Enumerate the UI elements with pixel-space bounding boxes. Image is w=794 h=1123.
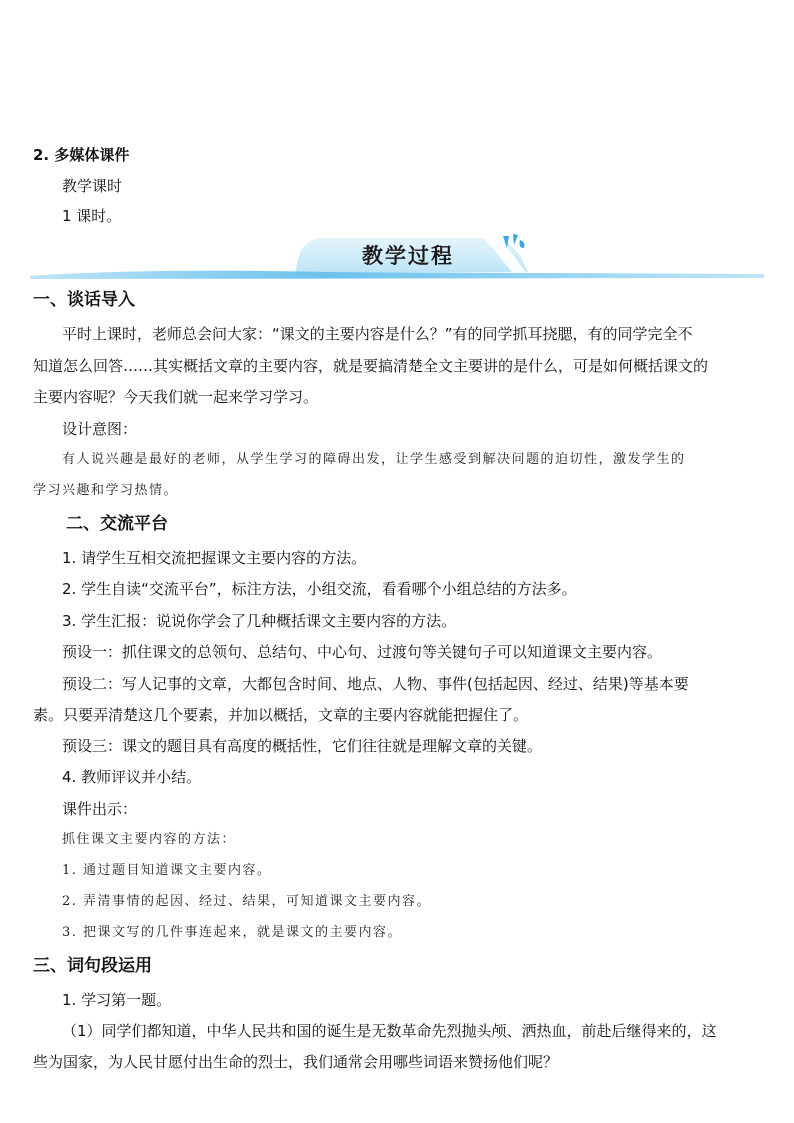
part1-para-line: 主要内容呢？今天我们就一起来学习学习。: [33, 388, 319, 406]
slide-line: 1. 通过题目知道课文主要内容。: [62, 863, 272, 878]
part3-para-line: （1）同学们都知道，中华人民共和国的诞生是无数革命先烈抛头颅、洒热血，前赴后继得来的，这: [62, 1022, 717, 1040]
part2-item: 预设一：抓住课文的总领句、总结句、中心句、过渡句等关键句子可以知道课文主要内容。: [62, 643, 663, 661]
part2-item: 1. 请学生互相交流把握课文主要内容的方法。: [62, 549, 367, 567]
design-intent-label: 设计意图：: [62, 420, 138, 438]
design-intent-line: 有人说兴趣是最好的老师，从学生学习的障碍出发，让学生感受到解决问题的迫切性，激发学生的: [62, 452, 686, 467]
slide-line: 2. 弄清事情的起因、经过、结果，可知道课文主要内容。: [62, 894, 432, 909]
lesson-time-value: 1 课时。: [62, 207, 122, 225]
part2-item: 4. 教师评议并小结。: [62, 768, 202, 786]
part2-item: 预设三：课文的题目具有高度的概括性，它们往往就是理解文章的关键。: [62, 737, 543, 755]
part2-heading: 二、交流平台: [66, 514, 168, 534]
part1-para-line: 知道怎么回答……其实概括文章的主要内容，就是要搞清楚全文主要讲的是什么，可是如何概括课文的: [33, 357, 709, 375]
part3-heading: 三、词句段运用: [33, 956, 152, 976]
part2-item: 素。只要弄清楚这几个要素，并加以概括，文章的主要内容就能把握住了。: [33, 706, 529, 724]
slide-line: 抓住课文主要内容的方法：: [62, 832, 237, 847]
part3-item: 1. 学习第一题。: [62, 991, 172, 1009]
lesson-time-label: 教学课时: [62, 177, 123, 195]
part2-item: 预设二：写人记事的文章，大都包含时间、地点、人物、事件(包括起因、经过、结果)等基本要: [62, 675, 689, 693]
materials-heading: 2. 多媒体课件: [33, 146, 130, 164]
part2-item: 课件出示：: [62, 800, 138, 818]
part2-item: 2. 学生自读“交流平台”，标注方法，小组交流，看看哪个小组总结的方法多。: [62, 580, 577, 598]
slide-line: 3. 把课文写的几件事连起来，就是课文的主要内容。: [62, 925, 403, 940]
part2-item: 3. 学生汇报：说说你学会了几种概括课文主要内容的方法。: [62, 612, 457, 630]
part1-heading: 一、谈话导入: [33, 290, 135, 310]
banner-title: 教学过程: [362, 244, 454, 268]
part3-para-line: 些为国家，为人民甘愿付出生命的烈士，我们通常会用哪些词语来赞扬他们呢？: [33, 1053, 559, 1071]
design-intent-line: 学习兴趣和学习热情。: [33, 483, 179, 498]
part1-para-line: 平时上课时，老师总会问大家：“课文的主要内容是什么？”有的同学抓耳挠腮，有的同学完全不: [62, 325, 693, 343]
